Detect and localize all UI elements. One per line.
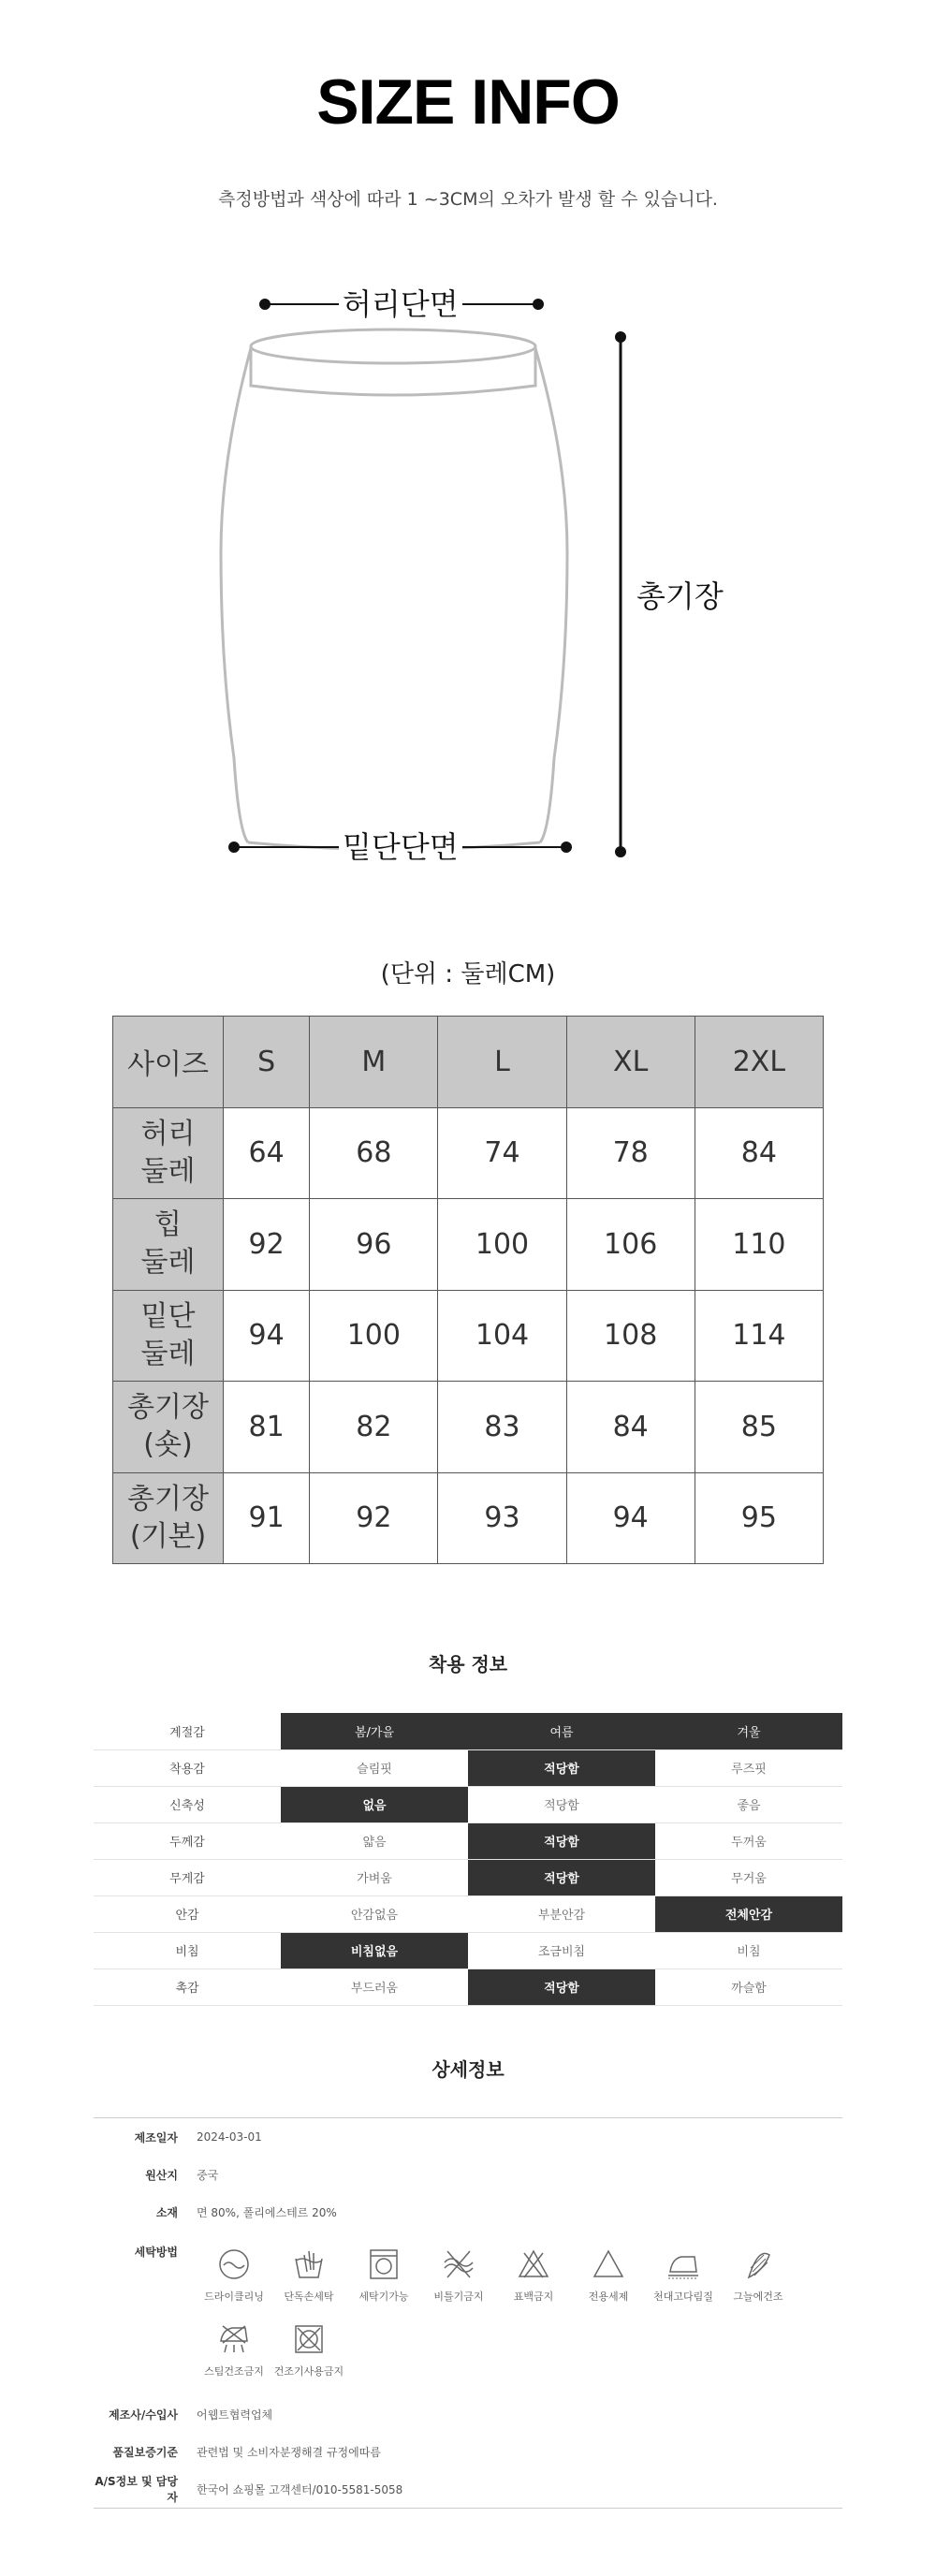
wear-info-title: 착용 정보 <box>428 1653 508 1676</box>
wear-option: 루즈핏 <box>655 1749 842 1786</box>
wash-label: 단독손세탁 <box>284 2291 334 2303</box>
wear-info-table <box>94 1713 842 2006</box>
size-header-row <box>113 1017 824 1108</box>
wear-option: 없음 <box>281 1786 468 1822</box>
wash-item <box>271 2320 346 2395</box>
table-cell: 85 <box>695 1382 823 1473</box>
dry-clean-icon <box>215 2246 253 2283</box>
wear-option: 두꺼움 <box>655 1822 842 1859</box>
wash-label: 비틀기금지 <box>433 2291 484 2303</box>
size-header: 2XL <box>695 1017 823 1108</box>
wear-key: 착용감 <box>94 1749 281 1786</box>
table-cell: 100 <box>310 1290 438 1382</box>
shade-dry-icon <box>739 2246 777 2283</box>
wear-option: 좋음 <box>655 1786 842 1822</box>
wear-option: 여름 <box>468 1713 655 1749</box>
detail-key: 원산지 <box>145 2168 178 2182</box>
iron-cloth-icon <box>665 2246 702 2283</box>
detail-row <box>94 2470 842 2508</box>
wear-option: 까슬함 <box>655 1969 842 2005</box>
table-cell: 84 <box>566 1382 695 1473</box>
detail-info <box>94 2117 842 2509</box>
table-cell: 91 <box>224 1472 310 1564</box>
wear-key: 무게감 <box>94 1859 281 1895</box>
unit-note: (단위 : 둘레CM) <box>380 960 556 988</box>
wear-key: 안감 <box>94 1895 281 1932</box>
table-cell: 83 <box>438 1382 566 1473</box>
wear-key: 신축성 <box>94 1786 281 1822</box>
wear-option: 비침 <box>655 1932 842 1969</box>
size-header: M <box>310 1017 438 1108</box>
wear-option: 적당함 <box>468 1822 655 1859</box>
wear-option: 슬림핏 <box>281 1749 468 1786</box>
wear-option: 부분안감 <box>468 1895 655 1932</box>
table-cell: 96 <box>310 1199 438 1291</box>
wear-key: 두께감 <box>94 1822 281 1859</box>
size-table <box>112 1016 824 1564</box>
table-cell: 94 <box>566 1472 695 1564</box>
detail-value: 2024-03-01 <box>197 2130 262 2144</box>
detail-key: 소재 <box>155 2205 178 2219</box>
detail-value <box>197 2231 842 2395</box>
table-cell: 100 <box>438 1199 566 1291</box>
table-cell: 94 <box>224 1290 310 1382</box>
table-cell: 68 <box>310 1107 438 1199</box>
wear-row <box>94 1749 842 1786</box>
size-header: XL <box>566 1017 695 1108</box>
detail-key: 품질보증기준 <box>112 2445 178 2459</box>
row-label: 밑단 둘레 <box>113 1290 224 1382</box>
table-cell: 92 <box>224 1199 310 1291</box>
row-label: 허리 둘레 <box>113 1107 224 1199</box>
table-cell: 81 <box>224 1382 310 1473</box>
wear-key: 계절감 <box>94 1713 281 1749</box>
detail-key: A/S정보 및 담당자 <box>95 2475 178 2504</box>
wear-option: 적당함 <box>468 1859 655 1895</box>
table-cell: 82 <box>310 1382 438 1473</box>
row-label: 총기장 (기본) <box>113 1472 224 1564</box>
hand-wash-icon <box>290 2246 328 2283</box>
wear-option: 겨울 <box>655 1713 842 1749</box>
table-row <box>113 1199 824 1291</box>
table-cell: 78 <box>566 1107 695 1199</box>
detail-row <box>94 2231 842 2395</box>
wear-option: 봄/가을 <box>281 1713 468 1749</box>
table-cell: 64 <box>224 1107 310 1199</box>
wash-label: 그늘에건조 <box>733 2291 783 2303</box>
wear-key: 비침 <box>94 1932 281 1969</box>
wear-row <box>94 1932 842 1969</box>
table-row <box>113 1472 824 1564</box>
table-cell: 95 <box>695 1472 823 1564</box>
detail-key: 제조사/수입사 <box>109 2408 178 2422</box>
wear-option: 조금비침 <box>468 1932 655 1969</box>
wash-item <box>197 2246 271 2320</box>
detail-row <box>94 2433 842 2470</box>
wear-option: 적당함 <box>468 1969 655 2005</box>
table-cell: 114 <box>695 1290 823 1382</box>
wear-row <box>94 1822 842 1859</box>
table-row <box>113 1107 824 1199</box>
table-row <box>113 1382 824 1473</box>
wash-label: 세탁기가능 <box>358 2291 409 2303</box>
machine-wash-icon <box>365 2246 402 2283</box>
wash-item <box>721 2246 796 2320</box>
wear-option: 가벼움 <box>281 1859 468 1895</box>
length-label: 총기장 <box>633 578 727 615</box>
wash-item <box>571 2246 646 2320</box>
wear-option: 부드러움 <box>281 1969 468 2005</box>
detail-value: 한국어 쇼핑몰 고객센터/010-5581-5058 <box>197 2482 403 2496</box>
wear-row <box>94 1969 842 2005</box>
wear-row <box>94 1895 842 1932</box>
table-cell: 108 <box>566 1290 695 1382</box>
wear-row <box>94 1713 842 1749</box>
wash-label: 표백금지 <box>513 2291 554 2303</box>
no-tumble-dry-icon <box>290 2320 328 2358</box>
wear-option: 안감없음 <box>281 1895 468 1932</box>
size-header: L <box>438 1017 566 1108</box>
wash-label: 전용세제 <box>588 2291 629 2303</box>
wash-item <box>271 2246 346 2320</box>
wear-option: 무거움 <box>655 1859 842 1895</box>
wear-option: 얇음 <box>281 1822 468 1859</box>
neutral-detergent-icon <box>590 2246 627 2283</box>
detail-value: 관련법 및 소비자분쟁해결 규정에따름 <box>197 2445 381 2459</box>
detail-value: 어웹트협력업체 <box>197 2408 273 2422</box>
detail-row <box>94 2395 842 2433</box>
wear-option: 적당함 <box>468 1749 655 1786</box>
wash-item <box>496 2246 571 2320</box>
detail-info-title: 상세정보 <box>431 2058 505 2081</box>
table-cell: 84 <box>695 1107 823 1199</box>
wash-item <box>646 2246 721 2320</box>
wash-item <box>197 2320 271 2395</box>
skirt-diagram <box>0 271 936 871</box>
row-label: 힙 둘레 <box>113 1199 224 1291</box>
detail-value: 면 80%, 폴리에스테르 20% <box>197 2205 337 2219</box>
wash-label: 건조기사용금지 <box>273 2365 344 2378</box>
measure-note: 측정방법과 색상에 따라 1 ~3CM의 오차가 발생 할 수 있습니다. <box>218 189 718 210</box>
table-cell: 110 <box>695 1199 823 1291</box>
detail-row <box>94 2118 842 2156</box>
hem-label: 밑단단면 <box>339 828 462 866</box>
no-wring-icon <box>440 2246 477 2283</box>
wash-label: 천대고다림질 <box>653 2291 713 2303</box>
skirt-illustration <box>0 271 936 871</box>
table-cell: 74 <box>438 1107 566 1199</box>
page-title: SIZE INFO <box>316 66 620 138</box>
detail-key: 제조일자 <box>134 2130 178 2144</box>
wear-option: 비침없음 <box>281 1932 468 1969</box>
steam-caution-icon <box>215 2320 253 2358</box>
wash-item <box>421 2246 496 2320</box>
table-row <box>113 1290 824 1382</box>
wear-option: 적당함 <box>468 1786 655 1822</box>
wear-row <box>94 1859 842 1895</box>
waist-label: 허리단면 <box>339 285 462 323</box>
wash-icons <box>197 2231 796 2395</box>
wash-item <box>346 2246 421 2320</box>
detail-value: 중국 <box>197 2168 219 2182</box>
size-header: S <box>224 1017 310 1108</box>
row-label: 총기장 (숏) <box>113 1382 224 1473</box>
detail-row <box>94 2156 842 2193</box>
wear-key: 촉감 <box>94 1969 281 2005</box>
no-bleach-icon <box>515 2246 552 2283</box>
table-cell: 104 <box>438 1290 566 1382</box>
wear-row <box>94 1786 842 1822</box>
wash-label: 스팀건조금지 <box>204 2365 264 2378</box>
table-cell: 92 <box>310 1472 438 1564</box>
wash-label: 드라이클리닝 <box>204 2291 264 2303</box>
table-cell: 93 <box>438 1472 566 1564</box>
table-cell: 106 <box>566 1199 695 1291</box>
wear-option: 전체안감 <box>655 1895 842 1932</box>
detail-row <box>94 2193 842 2231</box>
detail-key: 세탁방법 <box>134 2246 178 2259</box>
size-header: 사이즈 <box>113 1017 224 1108</box>
